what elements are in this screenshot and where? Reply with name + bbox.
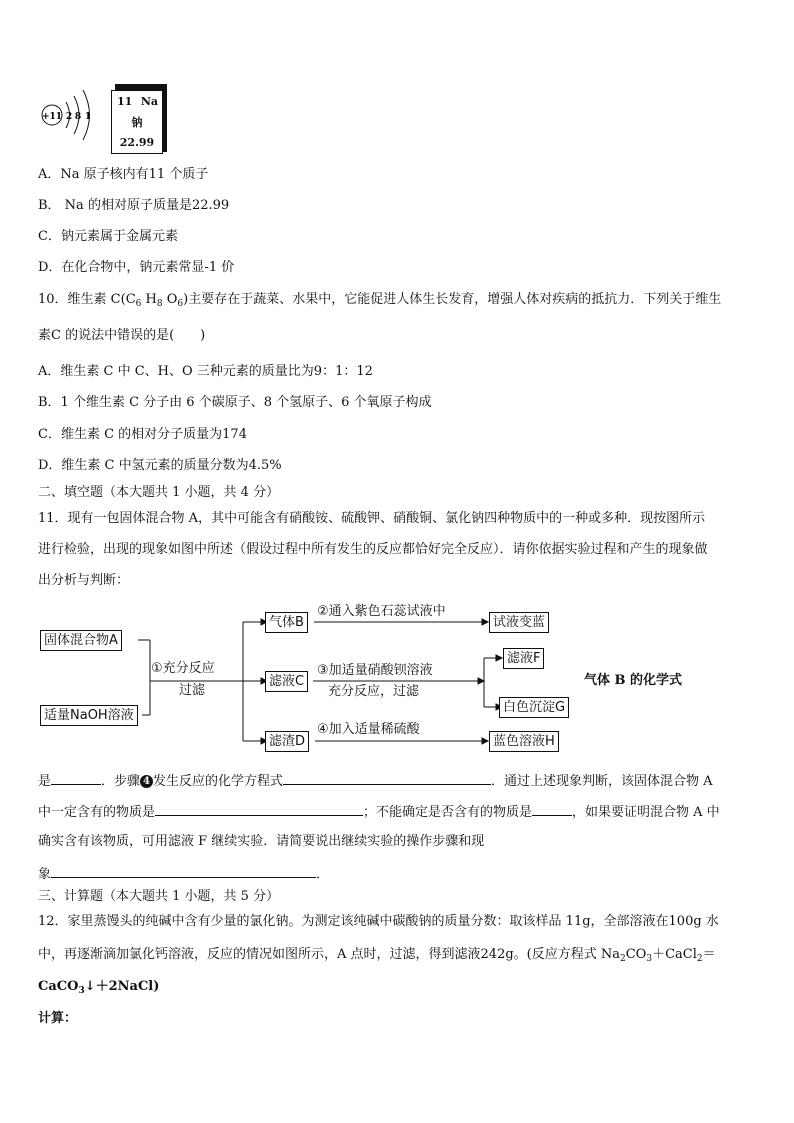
q11-stem-line2: 进行检验，出现的现象如图中所述（假设过程中所有发生的反应都恰好完全反应）．请你依据实验过程和产生的现象做 [38, 542, 708, 557]
nucleus-label: +11 [41, 112, 63, 122]
sub-cl2: 2 [696, 954, 703, 964]
q10-sub-c: 6 [135, 299, 142, 309]
blank-gas-formula[interactable] [51, 771, 101, 785]
section-2-heading: 二、填空题（本大题共 1 小题，共 4 分） [38, 485, 280, 500]
element-symbol: Na [140, 95, 158, 108]
q11-stem-line3: 出分析与判断： [38, 573, 130, 588]
q12-text-equals: ＝ [702, 947, 716, 962]
box-blue-solution-h: 蓝色溶液H [489, 731, 559, 752]
shell-2-count: 8 [74, 112, 82, 122]
box-naoh-solution: 适量NaOH溶液 [40, 705, 138, 726]
q10-sub-o: 6 [177, 299, 184, 309]
q11-side-text: 气体 B 的化学式 [584, 673, 683, 688]
q12-text-cacl: ＋CaCl [652, 947, 697, 962]
box-gas-b: 气体B [265, 612, 308, 633]
q11-text-end: ． [316, 867, 330, 882]
q12-text-products: ↓＋2NaCl) [84, 979, 160, 994]
box-residue-d: 滤渣D [265, 731, 309, 752]
sodium-atom-structure-diagram [40, 80, 110, 150]
q11-text-must-contain: 中一定含有的物质是 [38, 805, 156, 820]
q11-text-phenomenon: 象 [38, 867, 52, 882]
q10-stem-h: H [141, 292, 157, 307]
q9-option-b: B． Na 的相对原子质量是22.99 [38, 198, 230, 213]
q11-cont-line1 [38, 771, 713, 791]
q12-line2 [38, 946, 716, 968]
q11-stem-line1: 11．现有一包固体混合物 A，其中可能含有硝酸铵、硫酸钾、硝酸铜、氯化钠四种物质中的一种或多种．现按图所示 [38, 511, 706, 526]
box-solution-turns-blue: 试液变蓝 [489, 612, 549, 633]
label-step2: ②通入紫色石蕊试液中 [317, 604, 446, 619]
periodic-table-tile [111, 84, 167, 154]
shell-3-count: 1 [84, 112, 92, 122]
q12-text-co: CO [625, 947, 647, 962]
q10-option-b: B．1 个维生素 C 分子由 6 个碳原子、8 个氢原子、6 个氧原子构成 [38, 395, 432, 410]
q12-calc-label: 计算： [38, 1011, 78, 1026]
blank-must-contain[interactable] [155, 802, 363, 816]
sub-co3: 3 [646, 954, 653, 964]
q11-cont-line2 [38, 802, 720, 822]
q12-line1: 12．家里蒸馒头的纯碱中含有少量的氯化钠。为测定该纯碱中碳酸钠的质量分数：取该样品 11g，全部溶液在100g 水 [38, 914, 719, 929]
q9-option-d: D．在化合物中，钠元素常显-1 价 [38, 260, 235, 275]
q11-text-equation: 发生反应的化学方程式 [153, 774, 284, 789]
box-solid-mixture-a: 固体混合物A [40, 630, 122, 651]
q10-stem-line2: 素C 的说法中错误的是( ) [38, 328, 206, 343]
blank-uncertain[interactable] [532, 802, 572, 816]
q10-stem-line1 [38, 291, 721, 313]
element-name: 钠 [131, 116, 143, 129]
q11-cont-line3: 确实含有该物质，可用滤液 F 继续实验．请简要说出继续实验的操作步骤和现 [38, 834, 485, 849]
label-step1-react: ①充分反应 [151, 661, 215, 676]
box-filtrate-c: 滤液C [265, 671, 308, 692]
label-step3-react: 充分反应，过滤 [328, 684, 420, 699]
blank-procedure[interactable] [51, 864, 316, 878]
q10-stem-text-1: 10．维生素 C(C [38, 292, 136, 307]
q11-text-prove: ，如果要证明混合物 A 中 [572, 805, 720, 820]
box-filtrate-f: 滤液F [503, 648, 544, 669]
blank-equation[interactable] [283, 771, 491, 785]
q11-cont-line4 [38, 864, 329, 884]
q11-text-uncertain: ；不能确定是否含有的物质是 [363, 805, 533, 820]
q10-sub-h: 8 [156, 299, 163, 309]
q10-option-c: C．维生素 C 的相对分子质量为174 [38, 427, 247, 442]
box-white-precipitate-g: 白色沉淀G [499, 697, 569, 718]
q12-text-caco: CaCO [38, 979, 79, 994]
q11-text-step: ．步骤 [101, 774, 141, 789]
q12-line3 [38, 978, 159, 1000]
atomic-number: 11 [117, 95, 133, 108]
q11-flow-diagram [38, 600, 758, 760]
label-step4: ④加入适量稀硫酸 [317, 722, 420, 737]
sub-na2: 2 [620, 954, 626, 964]
q10-stem-text-2: )主要存在于蔬菜、水果中，它能促进人体生长发育，增强人体对疾病的抵抗力．下列关于维生 [183, 292, 722, 307]
label-step3-add: ③加适量硝酸钡溶液 [317, 663, 433, 678]
section-3-heading: 三、计算题（本大题共 1 小题，共 5 分） [38, 889, 280, 904]
label-step1-filter: 过滤 [179, 683, 206, 698]
q9-option-c: C．钠元素属于金属元素 [38, 229, 178, 244]
q12-text-2a: 中，再逐渐滴加氯化钙溶液，反应的情况如图所示，A 点时，过滤，得到滤液242g。(反应方程式 Na [38, 947, 620, 962]
tile-front [111, 90, 163, 154]
q11-text-judge: ．通过上述现象判断，该固体混合物 A [491, 774, 713, 789]
q10-option-a: A．维生素 C 中 C、H、O 三种元素的质量比为9：1：12 [38, 364, 373, 379]
atomic-mass: 22.99 [119, 136, 155, 149]
step-4-circle-icon: 4 [140, 775, 153, 788]
shell-1-count: 2 [65, 112, 73, 122]
q9-option-a: A．Na 原子核内有11 个质子 [38, 167, 209, 182]
q10-option-d: D．维生素 C 中氢元素的质量分数为4.5% [38, 458, 282, 473]
q11-text-is: 是 [38, 774, 52, 789]
q10-stem-o: O [162, 292, 178, 307]
sub-caco3: 3 [78, 986, 85, 996]
